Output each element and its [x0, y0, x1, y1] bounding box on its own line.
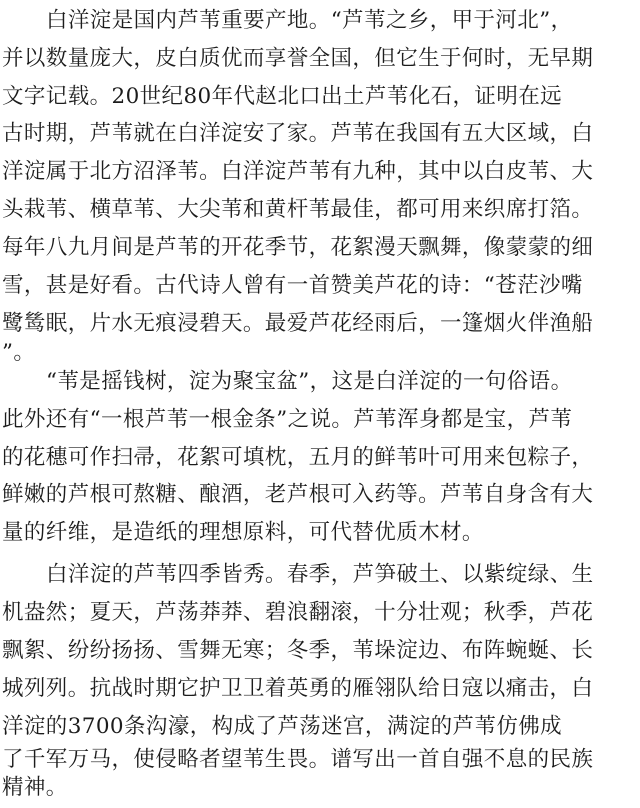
text-line: 雪，甚是好看。古代诗人曾有一首赞美芦花的诗：“苍茫沙嘴: [2, 273, 583, 298]
text-line: 白洋淀是国内芦苇重要产地。“芦苇之乡，甲于河北”，: [46, 8, 573, 33]
text-line: 洋淀的3700条沟濠，构成了芦荡迷宫，满淀的芦苇仿佛成: [2, 714, 563, 739]
text-line: ”。: [2, 340, 36, 365]
text-line: 机盎然；夏天，芦荡莽莽、碧浪翻滚，十分壮观；秋季，芦花: [2, 600, 594, 625]
text-line: 文字记载。20世纪80年代赵北口出土芦苇化石，证明在远: [2, 84, 563, 109]
text-line: 头栽苇、横草苇、大尖苇和黄杆苇最佳，都可用来织席打箔。: [2, 197, 594, 222]
text-line: 每年八九月间是芦苇的开花季节，花絮漫天飘舞，像蒙蒙的细: [2, 235, 594, 260]
text-line: 鲜嫩的芦根可熬糖、酿酒，老芦根可入药等。芦苇自身含有大: [2, 482, 594, 507]
text-line: 并以数量庞大，皮白质优而享誉全国，但它生于何时，无早期: [2, 46, 594, 71]
text-line: 了千军万马，使侵略者望苇生畏。谱写出一首自强不息的民族: [2, 747, 594, 772]
text-line: 飘絮、纷纷扬扬、雪舞无寒；冬季，苇垛淀边、布阵蜿蜒、长: [2, 638, 594, 663]
text-line: 古时期，芦苇就在白洋淀安了家。芦苇在我国有五大区域，白: [2, 121, 594, 146]
text-line: 的花穗可作扫帚，花絮可填枕，五月的鲜苇叶可用来包粽子，: [2, 445, 594, 470]
text-line: 此外还有“一根芦苇一根金条”之说。芦苇浑身都是宝，芦苇: [2, 407, 573, 432]
text-line: 白洋淀的芦苇四季皆秀。春季，芦笋破土、以紫绽绿、生: [46, 562, 594, 587]
text-line: “苇是摇钱树，淀为聚宝盆”，这是白洋淀的一句俗语。: [46, 369, 573, 394]
text-line: 城列列。抗战时期它护卫卫着英勇的雁翎队给日寇以痛击，白: [2, 676, 594, 701]
text-line: 鹭鸶眠，片水无痕浸碧天。最爱芦花经雨后，一篷烟火伴渔船: [2, 311, 594, 336]
text-line: 洋淀属于北方沼泽苇。白洋淀芦苇有九种，其中以白皮苇、大: [2, 159, 594, 184]
text-line: 精神。: [2, 775, 68, 800]
text-line: 量的纤维，是造纸的理想原料，可代替优质木材。: [2, 520, 484, 545]
